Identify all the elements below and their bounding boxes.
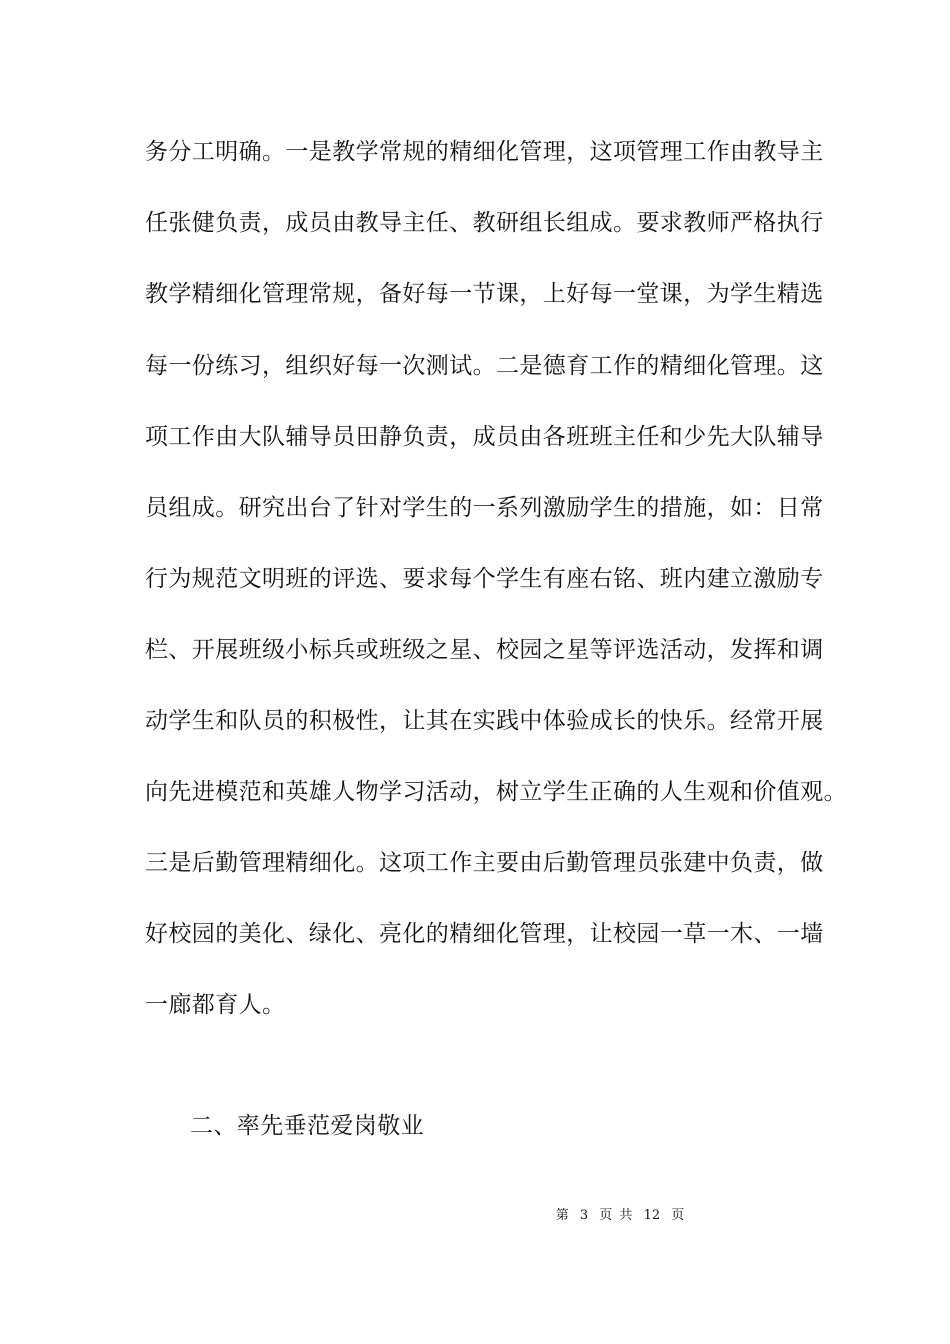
paragraph-line: 教学精细化管理常规，备好每一节课，上好每一堂课，为学生精选: [145, 281, 824, 307]
footer-total-pages: 12: [643, 1208, 661, 1223]
footer-current-page: 3: [579, 1208, 589, 1223]
paragraph-line: 项工作由大队辅导员田静负责，成员由各班班主任和少先大队辅导: [145, 424, 824, 450]
paragraph-line: 行为规范文明班的评选、要求每个学生有座右铭、班内建立激励专: [145, 566, 824, 592]
paragraph-line: 一廊都育人。: [145, 992, 286, 1018]
paragraph-line: 务分工明确。一是教学常规的精细化管理，这项管理工作由教导主: [145, 139, 824, 165]
paragraph-line: 好校园的美化、绿化、亮化的精细化管理，让校园一草一木、一墙: [145, 921, 824, 947]
paragraph-line: 员组成。研究出台了针对学生的一系列激励学生的措施，如：日常: [145, 495, 824, 521]
footer-mid: 页 共: [599, 1208, 633, 1223]
footer-prefix: 第: [555, 1208, 569, 1223]
paragraph-line: 任张健负责，成员由教导主任、教研组长组成。要求教师严格执行: [145, 210, 824, 236]
paragraph-line: 三是后勤管理精细化。这项工作主要由后勤管理员张建中负责，做: [145, 850, 824, 876]
paragraph-line: 向先进模范和英雄人物学习活动，树立学生正确的人生观和价值观。: [145, 779, 847, 805]
footer-suffix: 页: [671, 1208, 685, 1223]
paragraph-line: 栏、开展班级小标兵或班级之星、校园之星等评选活动，发挥和调: [145, 637, 824, 663]
paragraph-line: 动学生和队员的积极性，让其在实践中体验成长的快乐。经常开展: [145, 708, 824, 734]
page-footer: [0, 1206, 950, 1226]
section-heading: 二、率先垂范爱岗敬业: [190, 1113, 424, 1139]
paragraph-line: 每一份练习，组织好每一次测试。二是德育工作的精细化管理。这: [145, 353, 824, 379]
